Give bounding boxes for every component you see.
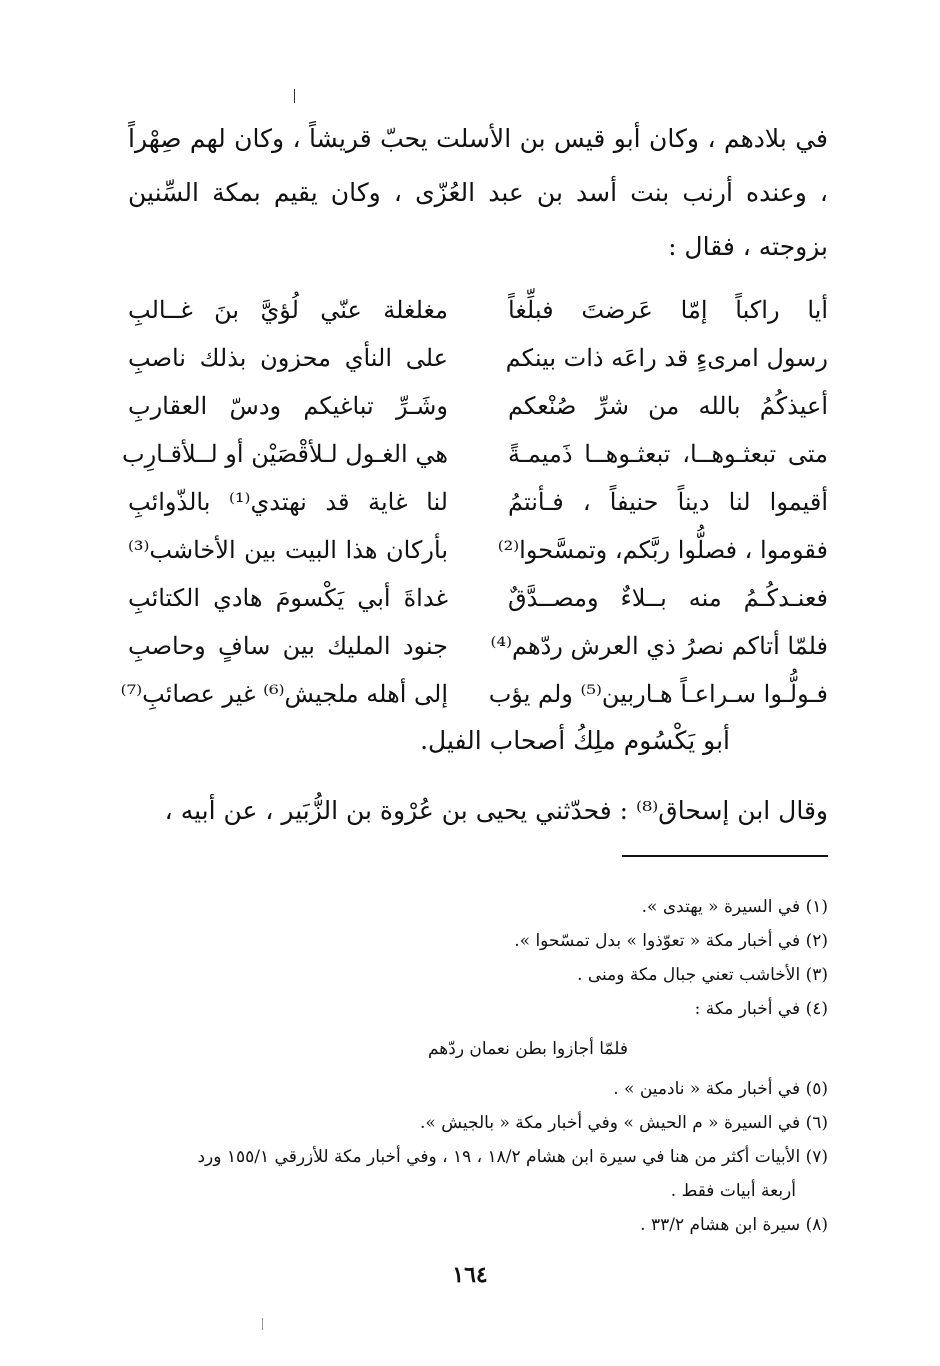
footnote-3: (٣) الأخاشب تعني جبال مكة ومنى . [577,965,828,985]
poem-verse [121,430,828,478]
footnote-7-line-2: أربعة أبيات فقط . [670,1181,796,1201]
footnote-7 [108,1140,828,1208]
poem-verse [128,478,828,526]
verse-first-hemistich: فـولُّـوا سـراعـاً هـاربين⁽⁵⁾ ولم يؤب [488,680,828,708]
footnote-6: (٦) في السيرة « م الحيش » وفي أخبار مكة « بالجيش ». [420,1113,828,1133]
verse-first-hemistich: أقيموا لنا ديناً حنيفاً ، فـأنتمُ [508,488,828,516]
footnote-4: (٤) في أخبار مكة : [694,999,828,1019]
scan-mark [262,1318,263,1330]
verse-first-hemistich: فلمّا أتاكم نصرُ ذي العرش ردّهم⁽⁴⁾ [490,632,828,660]
verse-first-hemistich: أيا راكباً إمّا عَرضتَ فبلِّغاً [508,296,828,324]
verse-second-hemistich: غداةَ أبي يَكْسومَ هادي الكتائبِ [128,584,448,612]
footnote-7-line-1: (٧) الأبيات أكثر من هنا في سيرة ابن هشام ١٨/٢ ، ١٩ ، وفي أخبار مكة للأزرقي ١٥٥/١ ورد [197,1147,828,1167]
poem [120,286,828,718]
verse-first-hemistich: متى تبعثـوهــا، تبعثـوهــا ذَميمـةً [508,440,828,468]
verse-first-hemistich: أعيذكُمُ بالله من شرِّ صُنْعكم [508,392,828,420]
poem-tail-line: أبو يَكْسُوم ملِكُ أصحاب الفيل. [420,726,730,755]
poem-verse [128,286,828,334]
poem-verse [120,670,828,718]
footnote-8: (٨) سيرة ابن هشام ٣٣/٢ . [640,1215,828,1235]
poem-verse [128,382,828,430]
verse-second-hemistich: مغلغلة عنّي لُؤيَّ بنَ غــالبِ [128,296,448,324]
poem-verse [128,334,828,382]
scan-mark [294,89,295,103]
verse-second-hemistich: هي الغـول لـلأقْصَيْن أو لــلأقـارِب [121,440,448,468]
footnote-5: (٥) في أخبار مكة « نادمين » . [613,1079,828,1099]
page-number: ١٦٤ [452,1262,488,1288]
poem-verse [128,526,828,574]
footnote-4-verse: فلمّا أجازوا بطن نعمان ردّهم [427,1039,629,1059]
footnote-2: (٢) في أخبار مكة « تعوّذوا » بدل تمسّحوا ». [514,931,828,951]
poem-verse [128,574,828,622]
footnote-1: (١) في السيرة « يهتدى ». [641,897,828,917]
verse-second-hemistich: لنا غاية قد نهتدي⁽¹⁾ بالذّوائبِ [128,488,448,516]
verse-second-hemistich: وشَـرِّ تباغيكم ودسّ العقاربِ [128,392,448,420]
verse-second-hemistich: على النأي محزون بذلك ناصبِ [128,344,448,372]
prose-paragraph-bottom: وقال ابن إسحاق⁽⁸⁾ : فحدّثني يحيى بن عُرْوة بن الزُّبَير ، عن أبيه ، [164,796,828,825]
verse-first-hemistich: رسول امرىءٍ قد راعَه ذات بينكم [505,344,828,372]
footnotes [108,890,828,1242]
verse-first-hemistich: فعنـدكُـمُ منه بــلاءٌ ومصــدَّقٌ [508,584,828,612]
verse-second-hemistich: إلى أهله ملجيش⁽⁶⁾ غير عصائبِ⁽⁷⁾ [120,680,448,708]
footnote-separator [622,855,828,857]
verse-first-hemistich: فقوموا ، فصلُّوا ربَّكم، وتمسَّحوا⁽²⁾ [497,536,828,564]
poem-verse [128,622,828,670]
prose-paragraph-top: في بلادهم ، وكان أبو قيس بن الأسلت يحبّ قريشاً ، وكان لهم صِهْراً ، وعنده أرنب بنت أسد بن عبد العُزّى ، وكان يقيم بمكة السِّنين بزوجته ، فقال : [128,124,828,261]
verse-second-hemistich: جنود المليك بين سافٍ وحاصبِ [128,632,448,660]
verse-second-hemistich: بأركان هذا البيت بين الأخاشب⁽³⁾ [128,536,448,564]
